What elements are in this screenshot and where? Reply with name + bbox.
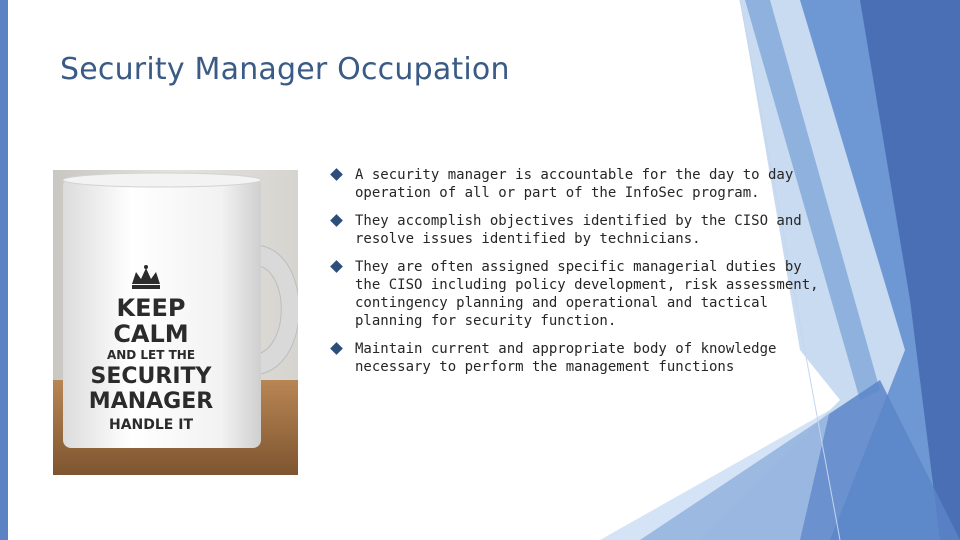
mug-text-and-let-the: AND LET THE bbox=[106, 348, 196, 362]
mug-text-keep: KEEP bbox=[116, 294, 186, 322]
bullet-item bbox=[330, 166, 830, 202]
bullet-item bbox=[330, 258, 830, 330]
bottom-facet-light bbox=[600, 410, 830, 540]
bullet-item bbox=[330, 212, 830, 248]
bullet-list bbox=[330, 166, 830, 386]
diamond-bullet-icon bbox=[330, 260, 343, 273]
mug-text-calm: CALM bbox=[113, 320, 189, 348]
mug-text-manager: MANAGER bbox=[88, 389, 214, 414]
diamond-bullet-icon bbox=[330, 342, 343, 355]
mug-rim bbox=[63, 173, 261, 187]
mug-text-security: SECURITY bbox=[90, 364, 212, 389]
keep-calm-mug-photo bbox=[53, 170, 298, 475]
bullet-text: They accomplish objectives identified by the CISO and resolve issues identified by technicians. bbox=[355, 213, 802, 247]
bullet-text: A security manager is accountable for the day to day operation of all or part of the InfoSec program. bbox=[355, 167, 794, 201]
diamond-bullet-icon bbox=[330, 168, 343, 181]
diamond-bullet-icon bbox=[330, 214, 343, 227]
bullet-item bbox=[330, 340, 830, 376]
slide-title: Security Manager Occupation bbox=[60, 52, 510, 87]
left-edge-facet bbox=[0, 0, 8, 540]
bullet-text: Maintain current and appropriate body of knowledge necessary to perform the management functions bbox=[355, 341, 777, 375]
mug-text-handle-it: HANDLE IT bbox=[108, 417, 194, 433]
bullet-text: They are often assigned specific managerial duties by the CISO including policy development, risk assessment, contingency planning and operational and tactical planning for security function. bbox=[355, 259, 819, 329]
